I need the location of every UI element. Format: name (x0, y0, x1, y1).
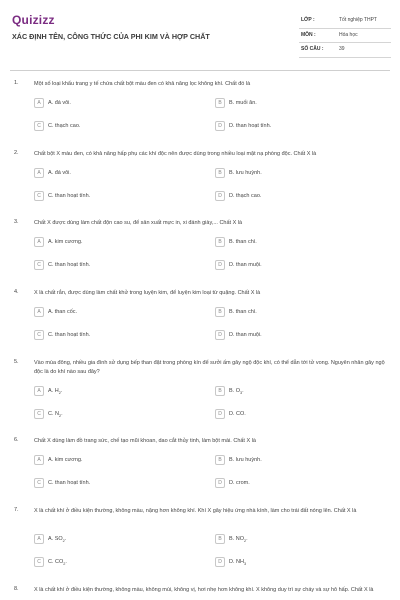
option-text (229, 536, 248, 543)
option-text (48, 559, 67, 566)
answer-option-d[interactable] (215, 409, 363, 422)
answer-option-d[interactable] (215, 330, 363, 343)
option-letter-box: D (215, 557, 225, 567)
option-label: C. than hoạt tính. (48, 479, 91, 486)
option-letter-box: A (34, 386, 44, 396)
option-label: D. crom. (229, 479, 250, 486)
option-letter-box: D (215, 260, 225, 270)
answer-option-d[interactable] (215, 478, 363, 491)
option-text (229, 262, 262, 268)
option-label: A. kim cương. (48, 238, 83, 245)
answer-option-a[interactable] (34, 237, 182, 250)
answer-option-d[interactable] (215, 121, 363, 134)
formula-subscript: 2 (58, 390, 61, 395)
option-letter-box: C (34, 191, 44, 201)
question-text: Chất X dùng làm đồ trang sức, chế tạo mũi khoan, dao cắt thủy tinh, làm bột mài. Chất X là (34, 438, 256, 444)
option-letter-box: B (215, 386, 225, 396)
meta-value: Hóa học (339, 31, 358, 38)
option-text (48, 411, 63, 418)
question-number: 1. (14, 80, 19, 86)
answer-option-c[interactable] (34, 121, 182, 134)
option-label: B. than chì. (229, 308, 257, 315)
formula-subscript: 2 (62, 538, 65, 543)
worksheet-header (0, 0, 400, 64)
option-letter-box: B (215, 307, 225, 317)
option-label: A. kim cương. (48, 456, 83, 463)
option-text (48, 123, 80, 129)
option-label: B. O (229, 387, 241, 394)
answer-option-c[interactable] (34, 330, 182, 343)
option-letter-box: C (34, 121, 44, 131)
answer-option-d[interactable] (215, 191, 363, 204)
answer-option-a[interactable] (34, 455, 182, 468)
option-label: B. than chì. (229, 238, 257, 245)
meta-key: LỚP : (301, 17, 315, 23)
option-text (229, 193, 261, 199)
option-text (229, 123, 271, 129)
option-letter-box: B (215, 237, 225, 247)
option-label: A. SO (48, 535, 63, 542)
option-label: C. N (48, 410, 59, 417)
question-number: 2. (14, 150, 19, 156)
meta-row-grade (299, 14, 391, 29)
answer-option-a[interactable] (34, 534, 182, 547)
option-letter-box: A (34, 534, 44, 544)
option-label: B. muối ăn. (229, 99, 257, 106)
option-text (229, 457, 262, 463)
option-tail: . (242, 387, 244, 394)
option-text (229, 332, 262, 338)
option-tail: . (65, 558, 67, 565)
option-letter-box: C (34, 557, 44, 567)
answer-option-a[interactable] (34, 307, 182, 320)
option-label: C. than hoạt tính. (48, 261, 91, 268)
answer-option-c[interactable] (34, 409, 182, 422)
option-text (229, 411, 246, 417)
option-label: C. than hoạt tính. (48, 331, 91, 338)
option-label: A. H (48, 387, 59, 394)
question-number: 4. (14, 289, 19, 295)
option-text (48, 388, 62, 395)
option-tail: . (60, 387, 63, 394)
answer-option-d[interactable] (215, 260, 363, 273)
answer-option-b[interactable] (215, 386, 363, 399)
formula-subscript: 2 (243, 538, 247, 543)
option-text (229, 239, 257, 245)
formula-subscript: 2 (63, 561, 66, 566)
option-text (229, 100, 257, 106)
option-text (48, 332, 90, 338)
question-text: X là chất khí ở điều kiện thường, không màu, không mùi, không vị, hơi nhẹ hơn không khí. X không duy trì sự cháy và sự hô hấp. Chất X là (34, 587, 374, 593)
option-letter-box: C (34, 478, 44, 488)
option-text (48, 309, 77, 315)
option-text (229, 388, 244, 395)
option-letter-box: B (215, 455, 225, 465)
question-text: X là chất rắn, được dùng làm chất khử trong luyện kim, để luyện kim loại từ quặng. Chất X là (34, 290, 261, 296)
question-number: 8. (14, 586, 19, 592)
option-label: C. thạch cao. (48, 122, 81, 129)
option-letter-box: D (215, 409, 225, 419)
option-tail: . (61, 410, 63, 417)
meta-row-count (299, 43, 391, 58)
option-letter-box: A (34, 98, 44, 108)
quizizz-logo: Quizizz (12, 13, 55, 27)
option-letter-box: B (215, 98, 225, 108)
option-letter-box: D (215, 330, 225, 340)
question-text: Một số loại khẩu trang y tế chứa chất bột màu đen có khả năng lọc không khí. Chất đó là (34, 81, 251, 87)
option-text (229, 480, 250, 486)
option-text (48, 536, 66, 543)
meta-key: MÔN : (301, 31, 316, 38)
meta-row-subject (299, 29, 391, 44)
option-text (48, 239, 83, 245)
answer-option-c[interactable] (34, 191, 182, 204)
option-letter-box: B (215, 168, 225, 178)
answer-option-b[interactable] (215, 455, 363, 468)
option-letter-box: A (34, 455, 44, 465)
header-divider (10, 70, 390, 71)
answer-option-a[interactable] (34, 386, 182, 399)
option-label: A. đá vôi. (48, 169, 71, 176)
option-text (48, 170, 71, 176)
option-label: B. lưu huỳnh. (229, 456, 262, 463)
option-label: A. đá vôi. (48, 99, 71, 106)
option-label: B. NO (229, 535, 244, 542)
answer-option-a[interactable] (34, 98, 182, 111)
option-letter-box: B (215, 534, 225, 544)
option-label: D. thạch cao. (229, 192, 262, 199)
option-text (229, 170, 262, 176)
answer-option-c[interactable] (34, 478, 182, 491)
option-label: D. than muội. (229, 331, 262, 338)
formula-subscript: 2 (59, 413, 62, 418)
meta-key: SỐ CÂU : (301, 46, 324, 52)
option-text (229, 559, 246, 566)
option-letter-box: A (34, 307, 44, 317)
answer-option-b[interactable] (215, 168, 363, 181)
question-number: 5. (14, 359, 19, 365)
option-text (48, 262, 90, 268)
answer-option-a[interactable] (34, 168, 182, 181)
question-text: Chất X được dùng làm chất độn cao su, để sản xuất mực in, xi đánh giày,... Chất X là (34, 220, 243, 226)
answer-option-c[interactable] (34, 557, 182, 570)
option-label: D. than muội. (229, 261, 262, 268)
option-text (48, 480, 90, 486)
question-number: 7. (14, 507, 19, 513)
question-number: 6. (14, 437, 19, 443)
option-label: A. than cốc. (48, 308, 78, 315)
question-text: X là chất khí ở điều kiện thường, không màu, nặng hơn không khí. Khí X gây hiệu ứng nhà kính, làm cho trái đất nóng lên. Chất X là (34, 508, 357, 514)
option-label: B. lưu huỳnh. (229, 169, 262, 176)
worksheet-meta (299, 14, 391, 58)
option-text (48, 193, 90, 199)
question-text: Vào mùa đông, nhiều gia đình sử dụng bếp than đặt trong phòng kín để sưởi ấm gây ngộ độc khí, có thể dẫn tới tử vong. Nguyên nhân gây ngộ độc là do khí nào sau đây? (34, 360, 385, 375)
option-letter-box: D (215, 121, 225, 131)
option-label: C. CO (48, 558, 64, 565)
option-label: D. NH (229, 558, 244, 565)
option-tail: . (64, 535, 67, 542)
option-letter-box: D (215, 191, 225, 201)
option-letter-box: A (34, 168, 44, 178)
option-tail: . (246, 535, 248, 542)
worksheet-title: XÁC ĐỊNH TÊN, CÔNG THỨC CỦA PHI KIM VÀ HỢP CHẤT (12, 32, 210, 41)
formula-subscript: 3 (243, 561, 247, 566)
meta-value: Tốt nghiệp THPT (339, 17, 377, 23)
option-text (229, 309, 257, 315)
answer-option-b[interactable] (215, 98, 363, 111)
meta-value: 39 (339, 46, 345, 52)
option-label: D. CO. (229, 410, 246, 417)
option-letter-box: A (34, 237, 44, 247)
option-letter-box: C (34, 330, 44, 340)
formula-subscript: 3 (240, 390, 243, 395)
option-label: C. than hoạt tính. (48, 192, 91, 199)
answer-option-b[interactable] (215, 307, 363, 320)
question-text: Chất bột X màu đen, có khả năng hấp phụ các khí độc nên được dùng trong nhiều loại mặt nạ phòng độc. Chất X là (34, 151, 317, 157)
question-number: 3. (14, 219, 19, 225)
answer-option-b[interactable] (215, 237, 363, 250)
option-letter-box: C (34, 260, 44, 270)
option-text (48, 457, 83, 463)
option-letter-box: C (34, 409, 44, 419)
answer-option-c[interactable] (34, 260, 182, 273)
answer-option-b[interactable] (215, 534, 363, 547)
option-letter-box: D (215, 478, 225, 488)
answer-option-d[interactable] (215, 557, 363, 570)
option-text (48, 100, 71, 106)
option-label: D. than hoạt tính. (229, 122, 272, 129)
